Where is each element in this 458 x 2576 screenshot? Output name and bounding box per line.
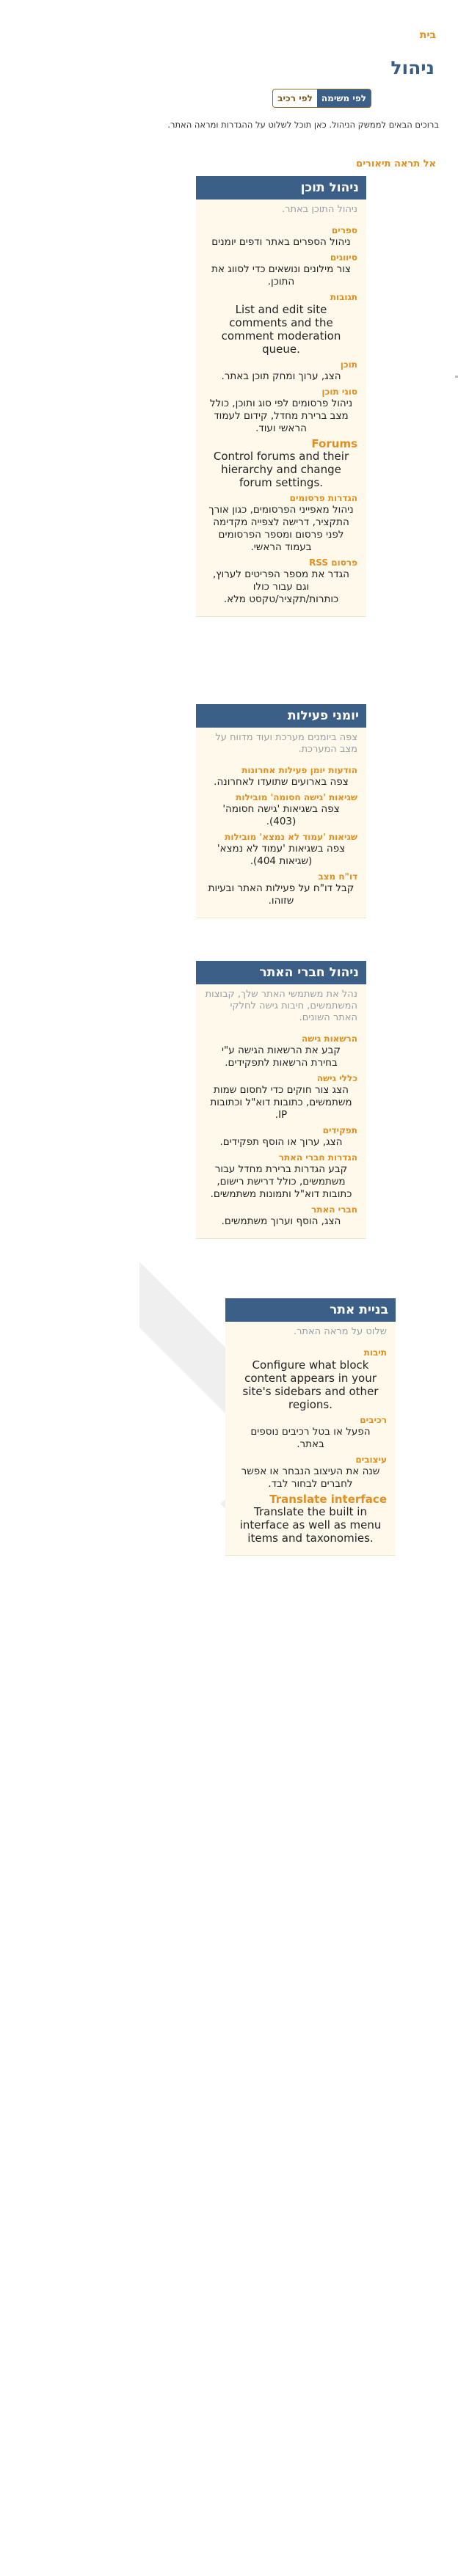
- tab-by-task[interactable]: לפי משימה: [317, 89, 371, 107]
- admin-item-link[interactable]: תפקידים: [322, 1125, 357, 1135]
- admin-item-link[interactable]: רכיבים: [360, 1415, 387, 1425]
- page-title: ניהול: [390, 57, 435, 78]
- admin-item-description: הצג, ערוך או הוסף תפקידים.: [219, 1136, 343, 1148]
- admin-item-link[interactable]: פרסום RSS: [309, 557, 357, 568]
- admin-item-description: ניהול מאפייני הפרסומים, כגון אורך התקציר, דרישה לצפייה מקדימה לפני פרסום ומספר הפרסומים בעמוד הראשי.: [208, 504, 354, 553]
- admin-item-permissions: [205, 1033, 357, 1069]
- tab-by-module[interactable]: לפי רכיב: [273, 89, 317, 107]
- block-reports: [196, 704, 366, 918]
- admin-item-description: הצג, הוסף וערוך משתמשים.: [221, 1215, 341, 1227]
- admin-item-blocks: [234, 1347, 387, 1411]
- block-description: ניהול התוכן באתר.: [281, 204, 357, 215]
- admin-item-description: צפה בשגיאות 'עמוד לא נמצא' (שגיאות 404).: [217, 843, 346, 867]
- admin-item-description: קבל דו"ח על פעילות האתר ובעיות שזוהו.: [208, 882, 355, 907]
- intro-text: ברוכים הבאים לממשק הניהול. כאן תוכל לשלוט על ההגדרות ומראה האתר.: [167, 120, 439, 130]
- admin-item-description: צור מילונים ונושאים כדי לסווג את התוכן.: [211, 263, 351, 288]
- admin-item-link[interactable]: תגובות: [330, 292, 357, 302]
- admin-item-description: Translate the built in interface as well as menu items and taxonomies.: [239, 1505, 382, 1545]
- block-title: בניית אתר: [225, 1298, 396, 1322]
- block-content-management: [196, 176, 366, 617]
- admin-item-link[interactable]: שגיאות 'גישה חסומה' מובילות: [236, 792, 357, 802]
- admin-item-description: צפה בשגיאות 'גישה חסומה' (403).: [222, 803, 340, 827]
- hide-descriptions-link[interactable]: אל תראה תיאורים: [356, 158, 436, 169]
- admin-item-link[interactable]: עיצובים: [355, 1455, 387, 1465]
- admin-item-recent-log: [205, 764, 357, 788]
- admin-item-link[interactable]: דו"ח מצב: [318, 871, 357, 882]
- admin-item-link[interactable]: הגדרות פרסומים: [289, 493, 357, 503]
- block-title: ניהול חברי האתר: [196, 961, 366, 984]
- admin-item-translate-interface: [234, 1493, 387, 1545]
- admin-item-rss: [205, 557, 357, 606]
- admin-item-description: הצג צור חוקים כדי לחסום שמות משתמשים, כתובות דוא"ל וכתובות IP.: [210, 1084, 352, 1121]
- admin-item-description: הגדר את מספר הפריטים לערוץ, וגם עבור כולו כותרות/תקציר/טקסט מלא.: [212, 568, 350, 605]
- admin-item-users: [205, 1204, 357, 1228]
- admin-item-post-settings: [205, 492, 357, 554]
- admin-item-page-not-found: [205, 831, 357, 868]
- admin-item-access-rules: [205, 1072, 357, 1121]
- admin-item-comments: [205, 291, 357, 356]
- admin-item-description: קבע את הרשאות הגישה ע"י בחירת הרשאות לתפקידים.: [222, 1044, 341, 1069]
- admin-item-modules: [234, 1414, 387, 1451]
- admin-item-description: קבע הגדרות ברירת מחדל עבור משתמשים, כולל דרישת רישום, כתובות דוא"ל ותמונות משתמשים.: [210, 1163, 352, 1200]
- admin-item-user-settings: [205, 1152, 357, 1201]
- block-title: ניהול תוכן: [196, 176, 366, 200]
- admin-item-link[interactable]: Forums: [311, 437, 357, 450]
- admin-item-link[interactable]: סיווגים: [330, 252, 357, 263]
- admin-item-description: ניהול פרסומים לפי סוג ותוכן, כולל מצב ברירת מחדל, קידום לעמוד הראשי ועוד.: [209, 398, 353, 434]
- block-description: נהל את משתמשי האתר שלך, קבוצות המשתמשים, חיבות גישה לחלקי האתר השונים.: [205, 989, 357, 1023]
- view-tabs: [272, 89, 371, 108]
- admin-item-content-types: [205, 386, 357, 435]
- block-description: צפה ביומנים מערכת ועוד מדווח על מצב המערכת.: [215, 732, 357, 755]
- admin-item-link[interactable]: שגיאות 'עמוד לא נמצא' מובילות: [225, 832, 357, 842]
- admin-item-description: Control forums and their hierarchy and change forum settings.: [213, 450, 349, 489]
- breadcrumb-home[interactable]: בית: [419, 29, 436, 41]
- admin-item-description: List and edit site comments and the comment moderation queue.: [221, 303, 341, 356]
- admin-item-link[interactable]: תוכן: [340, 359, 357, 370]
- block-title: יומני פעילות: [196, 704, 366, 728]
- admin-item-link[interactable]: ספרים: [331, 225, 357, 235]
- admin-item-access-denied: [205, 791, 357, 828]
- admin-item-books: [205, 224, 357, 249]
- scroll-indicator: [455, 376, 458, 378]
- admin-item-link[interactable]: תיבות: [363, 1347, 387, 1358]
- admin-item-link[interactable]: הגדרות חברי האתר: [278, 1152, 357, 1163]
- admin-item-status-report: [205, 871, 357, 907]
- admin-item-description: הצג, ערוך ומחק תוכן באתר.: [221, 370, 341, 382]
- admin-item-themes: [234, 1454, 387, 1490]
- admin-item-description: שנה את העיצוב הנבחר או אפשר לחברים לבחור לבד.: [241, 1466, 380, 1490]
- admin-item-description: Configure what block content appears in your site's sidebars and other regions.: [242, 1358, 379, 1411]
- admin-item-link[interactable]: כללי גישה: [316, 1073, 357, 1083]
- admin-item-link[interactable]: סוגי תוכן: [321, 387, 357, 397]
- admin-item-forums: [205, 438, 357, 489]
- admin-item-description: צפה בארועים שתועדו לאחרונה.: [214, 776, 349, 788]
- block-user-management: [196, 961, 366, 1239]
- block-description: שלוט על מראה האתר.: [293, 1326, 387, 1337]
- admin-item-link[interactable]: הודעות יומן פעילות אחרונות: [241, 765, 357, 775]
- admin-item-roles: [205, 1124, 357, 1149]
- admin-item-taxonomy: [205, 252, 357, 288]
- admin-item-description: ניהול הספרים באתר ודפים יומנים: [211, 236, 351, 248]
- admin-item-description: הפעל או בטל רכיבים נוספים באתר.: [250, 1426, 371, 1450]
- admin-item-content: [205, 359, 357, 383]
- admin-item-link[interactable]: Translate interface: [269, 1493, 387, 1506]
- admin-item-link[interactable]: חברי האתר: [311, 1204, 357, 1215]
- admin-item-link[interactable]: הרשאות גישה: [301, 1033, 357, 1044]
- block-site-building: [225, 1298, 396, 1556]
